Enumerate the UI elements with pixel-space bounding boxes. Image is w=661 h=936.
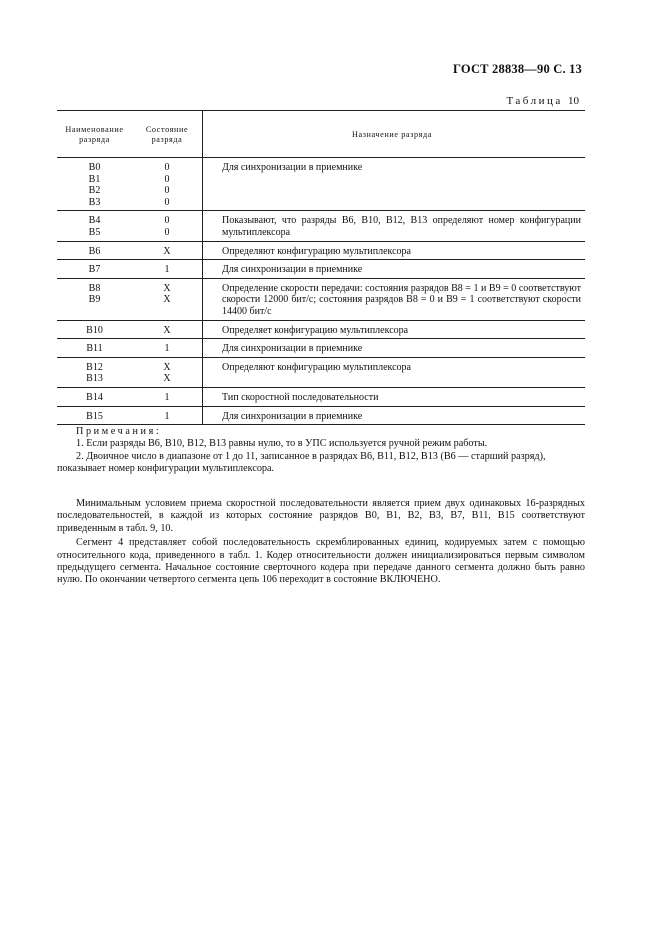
bit-state-cell	[132, 158, 203, 211]
bit-name-cell	[57, 339, 132, 358]
bit-name-cell	[57, 357, 132, 387]
paragraph: Сегмент 4 представляет собой последовательность скремблированных единиц, кодируемых затем с помощью относительного кода, приведенного в табл. 1. Кодер относительности должен инициализироваться первым символом предыдущего сегмента. Начальное состояние сверточного кодера при передаче данного сегмента должно быть равно нулю. По окончании четвертого сегмента цепь 106 переходит в состояние ВКЛЮЧЕНО.	[57, 537, 585, 586]
bit-state-cell	[132, 406, 203, 425]
bit-state: 1	[164, 343, 170, 355]
bit-state-cell	[132, 260, 203, 279]
bit-state: 0	[164, 215, 170, 227]
bit-name-cell	[57, 260, 132, 279]
bit-name: B14	[86, 391, 103, 403]
bit-state: 0	[164, 226, 170, 238]
notes-block	[57, 426, 584, 476]
table-caption-label: Таблица	[506, 95, 563, 107]
bit-name-cell	[57, 320, 132, 339]
bit-state: X	[163, 245, 171, 257]
table-caption-number: 10	[568, 95, 579, 107]
bit-purpose: Определяют конфигурацию мультиплексора	[203, 241, 586, 260]
bit-state: 1	[164, 391, 170, 403]
bit-name-cell	[57, 278, 132, 320]
bit-name: B7	[88, 264, 101, 276]
table-header-row	[57, 111, 585, 158]
table-row	[57, 260, 585, 279]
bit-state: 0	[164, 196, 170, 208]
note-item: 2. Двоичное число в диапазоне от 1 до 11, записанное в разрядах B6, B11, B12, B13 (B6 — старший разряд), показывает номер конфигурации мультиплексора.	[57, 450, 546, 475]
bit-state: X	[163, 361, 171, 373]
bit-name: B11	[86, 343, 103, 355]
bit-state-cell	[132, 387, 203, 406]
bit-name: B5	[88, 226, 101, 238]
bit-state: X	[163, 294, 171, 306]
bit-purpose: Для синхронизации в приемнике	[203, 260, 586, 279]
bit-assignment-table	[57, 110, 585, 425]
bit-name: B3	[88, 196, 101, 208]
bit-name: B6	[88, 245, 101, 257]
bit-name-cell	[57, 211, 132, 241]
bit-purpose: Тип скоростной последовательности	[203, 387, 586, 406]
bit-state: 0	[164, 185, 170, 197]
bit-state: X	[163, 324, 171, 336]
bit-name: B13	[86, 373, 103, 385]
table-row	[57, 339, 585, 358]
table-row	[57, 406, 585, 425]
bit-name: B8	[88, 282, 101, 294]
column-header-bit-state: Состояние разряда	[132, 111, 203, 158]
column-header-bit-purpose: Назначение разряда	[203, 111, 586, 158]
bit-purpose: Для синхронизации в приемнике	[203, 339, 586, 358]
table-row	[57, 241, 585, 260]
bit-purpose: Для синхронизации в приемнике	[203, 158, 586, 211]
note-item: 1. Если разряды B6, B10, B12, B13 равны нулю, то в УПС используется ручной режим работы.	[76, 438, 488, 450]
bit-name-cell	[57, 387, 132, 406]
table-row	[57, 357, 585, 387]
bit-state: 0	[164, 173, 170, 185]
table-row	[57, 211, 585, 241]
bit-state-cell	[132, 357, 203, 387]
notes-title: Примечания:	[76, 426, 162, 437]
bit-name: B10	[86, 324, 103, 336]
bit-name: B12	[86, 361, 103, 373]
bit-purpose: Определение скорости передачи: состояния разрядов B8 = 1 и B9 = 0 соответствуют скорости 12000 бит/с; состояния разрядов B8 = 0 и B9 = 1 соответствуют скорости 14400 бит/с	[203, 278, 586, 320]
page-header: ГОСТ 28838—90 С. 13	[453, 62, 582, 76]
bit-state-cell	[132, 211, 203, 241]
bit-name: B1	[88, 173, 101, 185]
table-body	[57, 158, 585, 425]
bit-state-cell	[132, 320, 203, 339]
bit-purpose: Показывают, что разряды B6, B10, B12, B13 определяют номер конфигурации мультиплексора	[203, 211, 586, 241]
bit-name-cell	[57, 406, 132, 425]
bit-state-cell	[132, 241, 203, 260]
paragraph: Минимальным условием приема скоростной последовательности является прием двух одинаковых 16-разрядных последовательностей, в каждой из которых состояние разрядов B0, B1, B2, B3, B7, B11, B15 соответствуют приведенным в табл. 9, 10.	[57, 498, 585, 534]
table-row	[57, 278, 585, 320]
bit-state-cell	[132, 278, 203, 320]
bit-state: 0	[164, 162, 170, 173]
bit-purpose: Определяет конфигурацию мультиплексора	[203, 320, 586, 339]
bit-name-cell	[57, 241, 132, 260]
bit-state: 1	[164, 410, 170, 422]
bit-name: B2	[88, 185, 101, 197]
column-header-bit-name: Наименование разряда	[57, 111, 132, 158]
table-row	[57, 320, 585, 339]
body-text	[57, 498, 585, 589]
bit-state: X	[163, 282, 171, 294]
bit-name: B4	[88, 215, 101, 227]
bit-name: B15	[86, 410, 103, 422]
bit-purpose: Определяют конфигурацию мультиплексора	[203, 357, 586, 387]
bit-state: 1	[164, 264, 170, 276]
table-caption	[506, 95, 579, 107]
bit-state: X	[163, 373, 171, 385]
table-row	[57, 387, 585, 406]
bit-name: B9	[88, 294, 101, 306]
bit-name: B0	[88, 162, 101, 173]
bit-purpose: Для синхронизации в приемнике	[203, 406, 586, 425]
bit-state-cell	[132, 339, 203, 358]
table-row	[57, 158, 585, 211]
bit-name-cell	[57, 158, 132, 211]
